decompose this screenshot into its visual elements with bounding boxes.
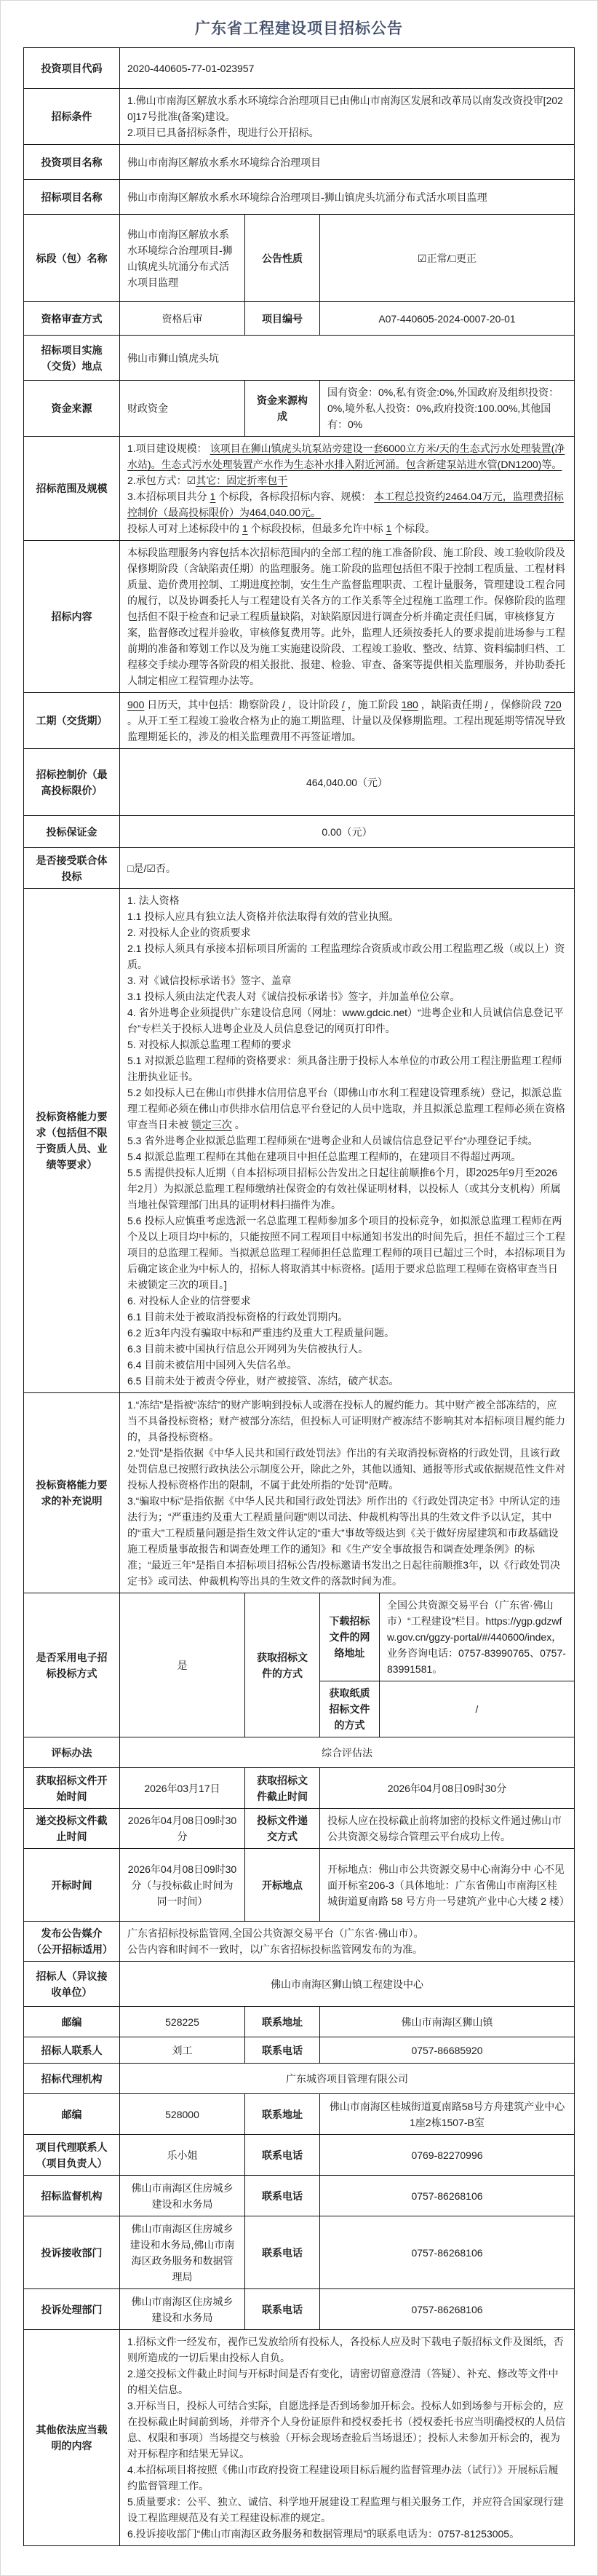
qualification-supplement-label: 投标资格能力要求的补充说明 xyxy=(24,1393,120,1593)
download-address-label: 下载招标文件的网络地址 xyxy=(320,1593,380,1681)
submission-method-value: 投标人应在投标截止前将加密的投标文件通过佛山市公共资源交易综合管理云平台成功上传。 xyxy=(320,1809,575,1849)
opening-time-label: 开标时间 xyxy=(24,1849,120,1922)
complaint-handler-label: 投诉处理部门 xyxy=(24,2289,120,2330)
row-tender-content xyxy=(24,541,575,693)
tender-name-value: 佛山市南海区解放水系水环境综合治理项目-狮山镇虎头坑涌分布式活水项目监理 xyxy=(120,180,575,215)
row-obtain-time xyxy=(24,1768,575,1809)
scope-label: 招标范围及规模 xyxy=(24,437,120,541)
obtain-deadline-value: 2026年04月08日09时30分 xyxy=(320,1768,575,1809)
other-content-text: 1.招标文件一经发布，视作已发放给所有投标人，各投标人应及时下载电子版招标文件及图纸，否则所造成的一切后果由投标人自负。 2.递交投标文件截止时间与开标时间是否有变化，请密切留意澄清（答疑）、补充、修改等文件中的相关信息。 3.开标当日，投标人可结合实际，自愿选择是否到场参加开标会。投标人如到场参与开标会的，应在投标截止时间前到场，并带齐个人身份证原件和授权委托书（授权委托书应当明确授权的人员信息、权限和事项）当场提交与核验（开标会现场查验后当场退还）；投标人未参加开标会的，视为对开标程序和结果无异议。 4.本招标项目将按照《佛山市政府投资工程建设项目标后履约监督管理办法（试行）》开展标后履约监督管理工作。 5.质量要求：公平、独立、诚信、科学地开展建设工程监理与相关服务工作，并应符合国家现行建设工程监理规范及有关工程建设标准的规定。 6.投诉接收部门“佛山市南海区政务服务和数据管理局”的联系电话为：0757-81253005。 xyxy=(120,2330,575,2546)
row-supervision-authority xyxy=(24,2176,575,2216)
investment-code-value: 2020-440605-77-01-023957 xyxy=(120,48,575,89)
tenderer-value: 佛山市南海区狮山镇工程建设中心 xyxy=(120,1962,575,2007)
download-address-value: 全国公共资源交易平台（广东省·佛山市）“工程建设”栏目。https://ygp.gdzwfw.gov.cn/ggzy-portal/#/440600/index，业务咨询电话：0757-83990765、0757-83991581。 xyxy=(380,1593,575,1681)
complaint-receiver-phone-value: 0757-86268106 xyxy=(320,2216,575,2289)
delivery-location-value: 佛山市狮山镇虎头坑 xyxy=(120,336,575,381)
investment-name-value: 佛山市南海区解放水系水环境综合治理项目 xyxy=(120,145,575,180)
bid-conditions-label: 招标条件 xyxy=(24,89,120,145)
qualification-requirements-text: 1. 法人资格 1.1 投标人应具有独立法人资格并依法取得有效的营业执照。 2. 对投标人企业的资质要求 2.1 投标人须具有承接本招标项目所需的 工程监理综合资质或市政公用工程监理乙级（或以上）资质。 3. 对《诚信投标承诺书》签字、盖章 3.1 投标人须由法定代表人对《诚信投标承诺书》签字，并加盖单位公章。 4. 省外进粤企业须提供广东建设信息网（网址：www.gdcic.net）“进粤企业和人员诚信信息登记平台”专栏关于投标人进粤企业及人员信息登记的网页打印件。 5. 对投标人拟派总监理工程师的要求 5.1 对拟派总监理工程师的资格要求：须具备注册于投标人本单位的市政公用工程注册监理工程师注册执业证书。 5.2 如投标人已在佛山市供排水信用信息平台（即佛山市水利工程建设管理系统）登记，拟派总监理工程师必须在佛山市供排水信用信息平台登记的人员中选取，并且拟派总监理工程师必须在资格审查当日未被 锁定三次 。 5.3 省外进粤企业拟派总监理工程师须在“进粤企业和人员诚信信息登记平台”办理登记手续。 5.4 拟派总监理工程师在其他在建项目中担任总监理工程师的，在建项目不得超过两项。 5.5 需提供投标人近期（自本招标项目招标公告发出之日起往前顺推6个月，即2025年9月至2026年2月）为拟派总监理工程师缴纳社保资金的有效社保证明材料，以投标人（或其分支机构）所属当地社保管理部门出具的证明材料扫描件为准。 5.6 投标人应慎重考虑选派一名总监理工程师参加多个项目的投标竞争，如拟派总监理工程师在两个及以上项目均中标的，只能按照不同工程项目中标通知书发出的时间先后，担任不超过三个工程项目的总监理工程师。当拟派总监理工程师担任总监理工程师的项目已超过三个时，本招标项目为后确定该企业为中标人的，招标人将取消其中标资格。[适用于要求总监理工程师在资格审查当日未被锁定三次的项目。] 6. 对投标人企业的信誉要求 6.1 目前未处于被取消投标资格的行政处罚期内。 6.2 近3年内没有骗取中标和严重违约及重大工程质量问题。 6.3 目前未被中国执行信息公开网列为失信被执行人。 6.4 目前未被信用中国列入失信名单。 6.5 目前未处于被责令停业，财产被接管、冻结，破产状态。 xyxy=(120,889,575,1393)
row-submission-deadline xyxy=(24,1809,575,1849)
paper-documents-label: 获取纸质招标文件的方式 xyxy=(320,1681,380,1737)
agent-contact-label: 项目代理联系人（项目负责人） xyxy=(24,2135,120,2176)
page-title: 广东省工程建设项目招标公告 xyxy=(195,20,403,37)
tender-content-text: 本标段监理服务内容包括本次招标范围内的全部工程的施工准备阶段、施工阶段、竣工验收阶段及保修期阶段（含缺陷责任期）的监理服务。施工阶段的监理包括但不限于控制工程质量、工程材料质量、造价费用控制、工期进度控制，安生生产监督监理职责、工程计量服务，管理建设工程合同的履行，以及协调委托人与工程建设有关各方的工作关系等全过程施工监理工作。保修阶段的监理包括但不限于检查和记录工程质量缺陷，对缺陷原因进行调查分析并确定责任归属，审核修复方案，监督修改过程并验收，审核修复费用等。此外，监理人还须按委托人的要求提前进场参与工程前期的准备和筹划工作以及为施工实施建设阶段、工程竣工验收、整改、结算、资料编制归档、工程移交手续办理等各阶段的相关报批、报建、检验、审查、备案等提供相关监理服务，并协助委托人制定相应工程管理办法等。 xyxy=(120,541,575,693)
opening-place-label: 开标地点 xyxy=(245,1849,320,1922)
investment-code-label: 投资项目代码 xyxy=(24,48,120,89)
obtain-documents-label: 获取招标文件的方式 xyxy=(245,1593,320,1737)
obtain-start-label: 获取招标文件开始时间 xyxy=(24,1768,120,1809)
announcement-media-text: 广东省招标投标监管网,全国公共资源交易平台（广东省·佛山市）。 公告内容和时间不一致时，以广东省招标投标监管网发布的为准。 xyxy=(120,1922,575,1962)
bid-conditions-text: 1.佛山市南海区解放水系水环境综合治理项目已由佛山市南海区发展和改革局以南发改资投审[2020]17号批准(备案)建设。 2.项目已具备招标条件，现进行公开招标。 xyxy=(120,89,575,145)
agency-label: 招标代理机构 xyxy=(24,2064,120,2094)
paper-documents-value: / xyxy=(380,1681,575,1737)
notice-nature-label: 公告性质 xyxy=(245,215,320,302)
project-number-label: 项目编号 xyxy=(245,302,320,336)
row-agency xyxy=(24,2064,575,2094)
consortium-value: □是/☑否。 xyxy=(120,848,575,889)
row-opening xyxy=(24,1849,575,1922)
funding-composition-value: 国有资金：0%,私有资金:0%,外国政府及组织投资：0%,境外私人投资：0%,政府投资:100.00%,其他国有：0% xyxy=(320,381,575,437)
row-tenderer xyxy=(24,1962,575,2007)
bid-bond-value: 0.00（元） xyxy=(120,816,575,848)
qualification-supplement-text: 1.“冻结”是指被“冻结”的财产影响到投标人或潜在投标人的履约能力。其中财产被全部冻结的，应当不具备投标资格；财产被部分冻结，但投标人可证明财产被冻结不影响其对本招标项目履约能力的，具备投标资格。 2.“处罚”是指依据《中华人民共和国行政处罚法》作出的有关取消投标资格的行政处罚，且该行政处罚信息已按照行政执法公示制度公开，除此之外，其他以通知、通报等形式或依据规范性文件对投标人投标资格作出的限制，不属于此处所指的“处罚”范畴。 3.“骗取中标”是指依据《中华人民共和国行政处罚法》所作出的《行政处罚决定书》中所认定的违法行为；“严重违约及重大工程质量问题”则以司法、仲裁机构等出具的生效文件予以认定，其中的“重大”工程质量问题是指生效文件认定的“重大”事故等级达到《关于做好房屋建筑和市政基础设施工程质量事故报告和调查处理工作的通知》和《生产安全事故报告和调查处理条例》的标准；“最近三年”是指自本招标项目招标公告/投标邀请书发出之日起往前顺推3年，以《行政处罚决定书》或司法、仲裁机构等出具的生效文件的落款时间为准。 xyxy=(120,1393,575,1593)
agency-address-label: 联系地址 xyxy=(245,2094,320,2135)
row-bid-conditions xyxy=(24,89,575,145)
agent-contact-value: 乐小姐 xyxy=(120,2135,245,2176)
supervision-phone-label: 联系电话 xyxy=(245,2176,320,2216)
supervision-authority-label: 招标监督机构 xyxy=(24,2176,120,2216)
complaint-handler-phone-value: 0757-86268106 xyxy=(320,2289,575,2330)
tenderer-phone-value: 0757-86685920 xyxy=(320,2037,575,2064)
submission-deadline-value: 2026年04月08日09时30分 xyxy=(120,1809,245,1849)
complaint-receiver-value: 佛山市南海区住房城乡建设和水务局,佛山市南海区政务服务和数据管理局 xyxy=(120,2216,245,2289)
tenderer-address-label: 联系地址 xyxy=(245,2007,320,2037)
project-number-value: A07-440605-2024-0007-20-01 xyxy=(320,302,575,336)
obtain-start-value: 2026年03月17日 xyxy=(120,1768,245,1809)
complaint-handler-value: 佛山市南海区住房城乡建设和水务局 xyxy=(120,2289,245,2330)
agency-address-value: 佛山市南海区桂城街道夏南路58号方舟建筑产业中心1座2栋1507-B室 xyxy=(320,2094,575,2135)
row-delivery-location xyxy=(24,336,575,381)
row-duration xyxy=(24,693,575,749)
obtain-deadline-label: 获取招标文件截止时间 xyxy=(245,1768,320,1809)
bid-bond-label: 投标保证金 xyxy=(24,816,120,848)
row-funding-source xyxy=(24,381,575,437)
supervision-authority-value: 佛山市南海区住房城乡建设和水务局 xyxy=(120,2176,245,2216)
scope-text: 1.项目建设规模： 该项目在狮山镇虎头坑泵站旁建设一套6000立方米/天的生态式污水处理装置(净水站)。生态式污水处理装置产水作为生态补水排入附近河涌。包含新建泵站进水管(DN1200)等。 2.承包方式：☑其它：固定折率包干 3.本招标项目共分 1 个标段，各标段招标内容、规模： 本工程总投资约2464.04万元，监理费招标控制价（最高投标限价）为464,040.00元。 投标人可对上述标段中的 1 个标段投标，但最多允许中标 1 个标段。 xyxy=(120,437,575,541)
funding-source-value: 财政资金 xyxy=(120,381,245,437)
duration-label: 工期（交货期） xyxy=(24,693,120,749)
tender-name-label: 招标项目名称 xyxy=(24,180,120,215)
row-scope xyxy=(24,437,575,541)
other-content-label: 其他依法应当载明的内容 xyxy=(24,2330,120,2546)
electronic-bidding-value: 是 xyxy=(120,1593,245,1737)
row-bid-bond xyxy=(24,816,575,848)
agent-phone-value: 0769-82270996 xyxy=(320,2135,575,2176)
tenderer-address-value: 佛山市南海区狮山镇 xyxy=(320,2007,575,2037)
tender-content-label: 招标内容 xyxy=(24,541,120,693)
row-agency-postcode xyxy=(24,2094,575,2135)
row-investment-code xyxy=(24,48,575,89)
agency-value: 广东城咨项目管理有限公司 xyxy=(120,2064,575,2094)
evaluation-method-value: 综合评估法 xyxy=(120,1737,575,1768)
tenderer-label: 招标人（异议接收单位） xyxy=(24,1962,120,2007)
funding-composition-label: 资金来源构成 xyxy=(245,381,320,437)
control-price-label: 招标控制价（最高投标限价） xyxy=(24,749,120,816)
row-complaint-receiver xyxy=(24,2216,575,2289)
duration-text: 900 日历天，其中包括：勘察阶段 / ，设计阶段 / ，施工阶段 180 ，缺陷责任期 / ，保修阶段 720 。从开工至工程竣工验收合格为止的施工期监理、计量以及保修期监理。工程出现延期等情况导致监理期延长的，涉及的相关监理费用不再签证增加。 xyxy=(120,693,575,749)
row-section-name xyxy=(24,215,575,302)
funding-source-label: 资金来源 xyxy=(24,381,120,437)
tenderer-postcode-value: 528225 xyxy=(120,2007,245,2037)
supervision-phone-value: 0757-86268106 xyxy=(320,2176,575,2216)
complaint-receiver-phone-label: 联系电话 xyxy=(245,2216,320,2289)
tenderer-phone-label: 联系电话 xyxy=(245,2037,320,2064)
row-investment-name xyxy=(24,145,575,180)
investment-name-label: 投资项目名称 xyxy=(24,145,120,180)
row-tender-name xyxy=(24,180,575,215)
row-announcement-media xyxy=(24,1922,575,1962)
tenderer-contact-value: 刘工 xyxy=(120,2037,245,2064)
row-qualification-supplement xyxy=(24,1393,575,1593)
agency-postcode-value: 528000 xyxy=(120,2094,245,2135)
section-name-label: 标段（包）名称 xyxy=(24,215,120,302)
submission-deadline-label: 递交投标文件截止时间 xyxy=(24,1809,120,1849)
announcement-table xyxy=(23,47,575,2546)
opening-time-value: 2026年04月08日09时30分（与投标截止时间为同一时间） xyxy=(120,1849,245,1922)
section-name-value: 佛山市南海区解放水系水环境综合治理项目-狮山镇虎头坑涌分布式活水项目监理 xyxy=(120,215,245,302)
announcement-media-label: 发布公告媒介（公开招标适用） xyxy=(24,1922,120,1962)
row-electronic-bidding xyxy=(24,1593,575,1681)
opening-place-value: 开标地点：佛山市公共资源交易中心南海分中 心不见面开标室206-3（具体地址：广东省佛山市南海区桂城街道夏南路 58 号方舟一号建筑产业中心大楼 2 楼） xyxy=(320,1849,575,1922)
qualification-requirements-label: 投标资格能力要求（包括但不限于资质人员、业绩等要求） xyxy=(24,889,120,1393)
row-other-content xyxy=(24,2330,575,2546)
notice-nature-value: ☑正常/□更正 xyxy=(320,215,575,302)
row-tenderer-contact xyxy=(24,2037,575,2064)
delivery-location-label: 招标项目实施（交货）地点 xyxy=(24,336,120,381)
row-evaluation-method xyxy=(24,1737,575,1768)
submission-method-label: 投标文件递交方式 xyxy=(245,1809,320,1849)
agent-phone-label: 联系电话 xyxy=(245,2135,320,2176)
complaint-handler-phone-label: 联系电话 xyxy=(245,2289,320,2330)
row-prequalification xyxy=(24,302,575,336)
evaluation-method-label: 评标办法 xyxy=(24,1737,120,1768)
control-price-value: 464,040.00（元） xyxy=(120,749,575,816)
tenderer-postcode-label: 邮编 xyxy=(24,2007,120,2037)
consortium-label: 是否接受联合体投标 xyxy=(24,848,120,889)
row-complaint-handler xyxy=(24,2289,575,2330)
row-consortium xyxy=(24,848,575,889)
agency-postcode-label: 邮编 xyxy=(24,2094,120,2135)
prequalification-value: 资格后审 xyxy=(120,302,245,336)
complaint-receiver-label: 投诉接收部门 xyxy=(24,2216,120,2289)
row-control-price xyxy=(24,749,575,816)
prequalification-label: 资格审查方式 xyxy=(24,302,120,336)
row-tenderer-postcode xyxy=(24,2007,575,2037)
row-agent-contact xyxy=(24,2135,575,2176)
tenderer-contact-label: 招标人联系人 xyxy=(24,2037,120,2064)
row-qualification-requirements xyxy=(24,889,575,1393)
electronic-bidding-label: 是否采用电子招标投标方式 xyxy=(24,1593,120,1737)
